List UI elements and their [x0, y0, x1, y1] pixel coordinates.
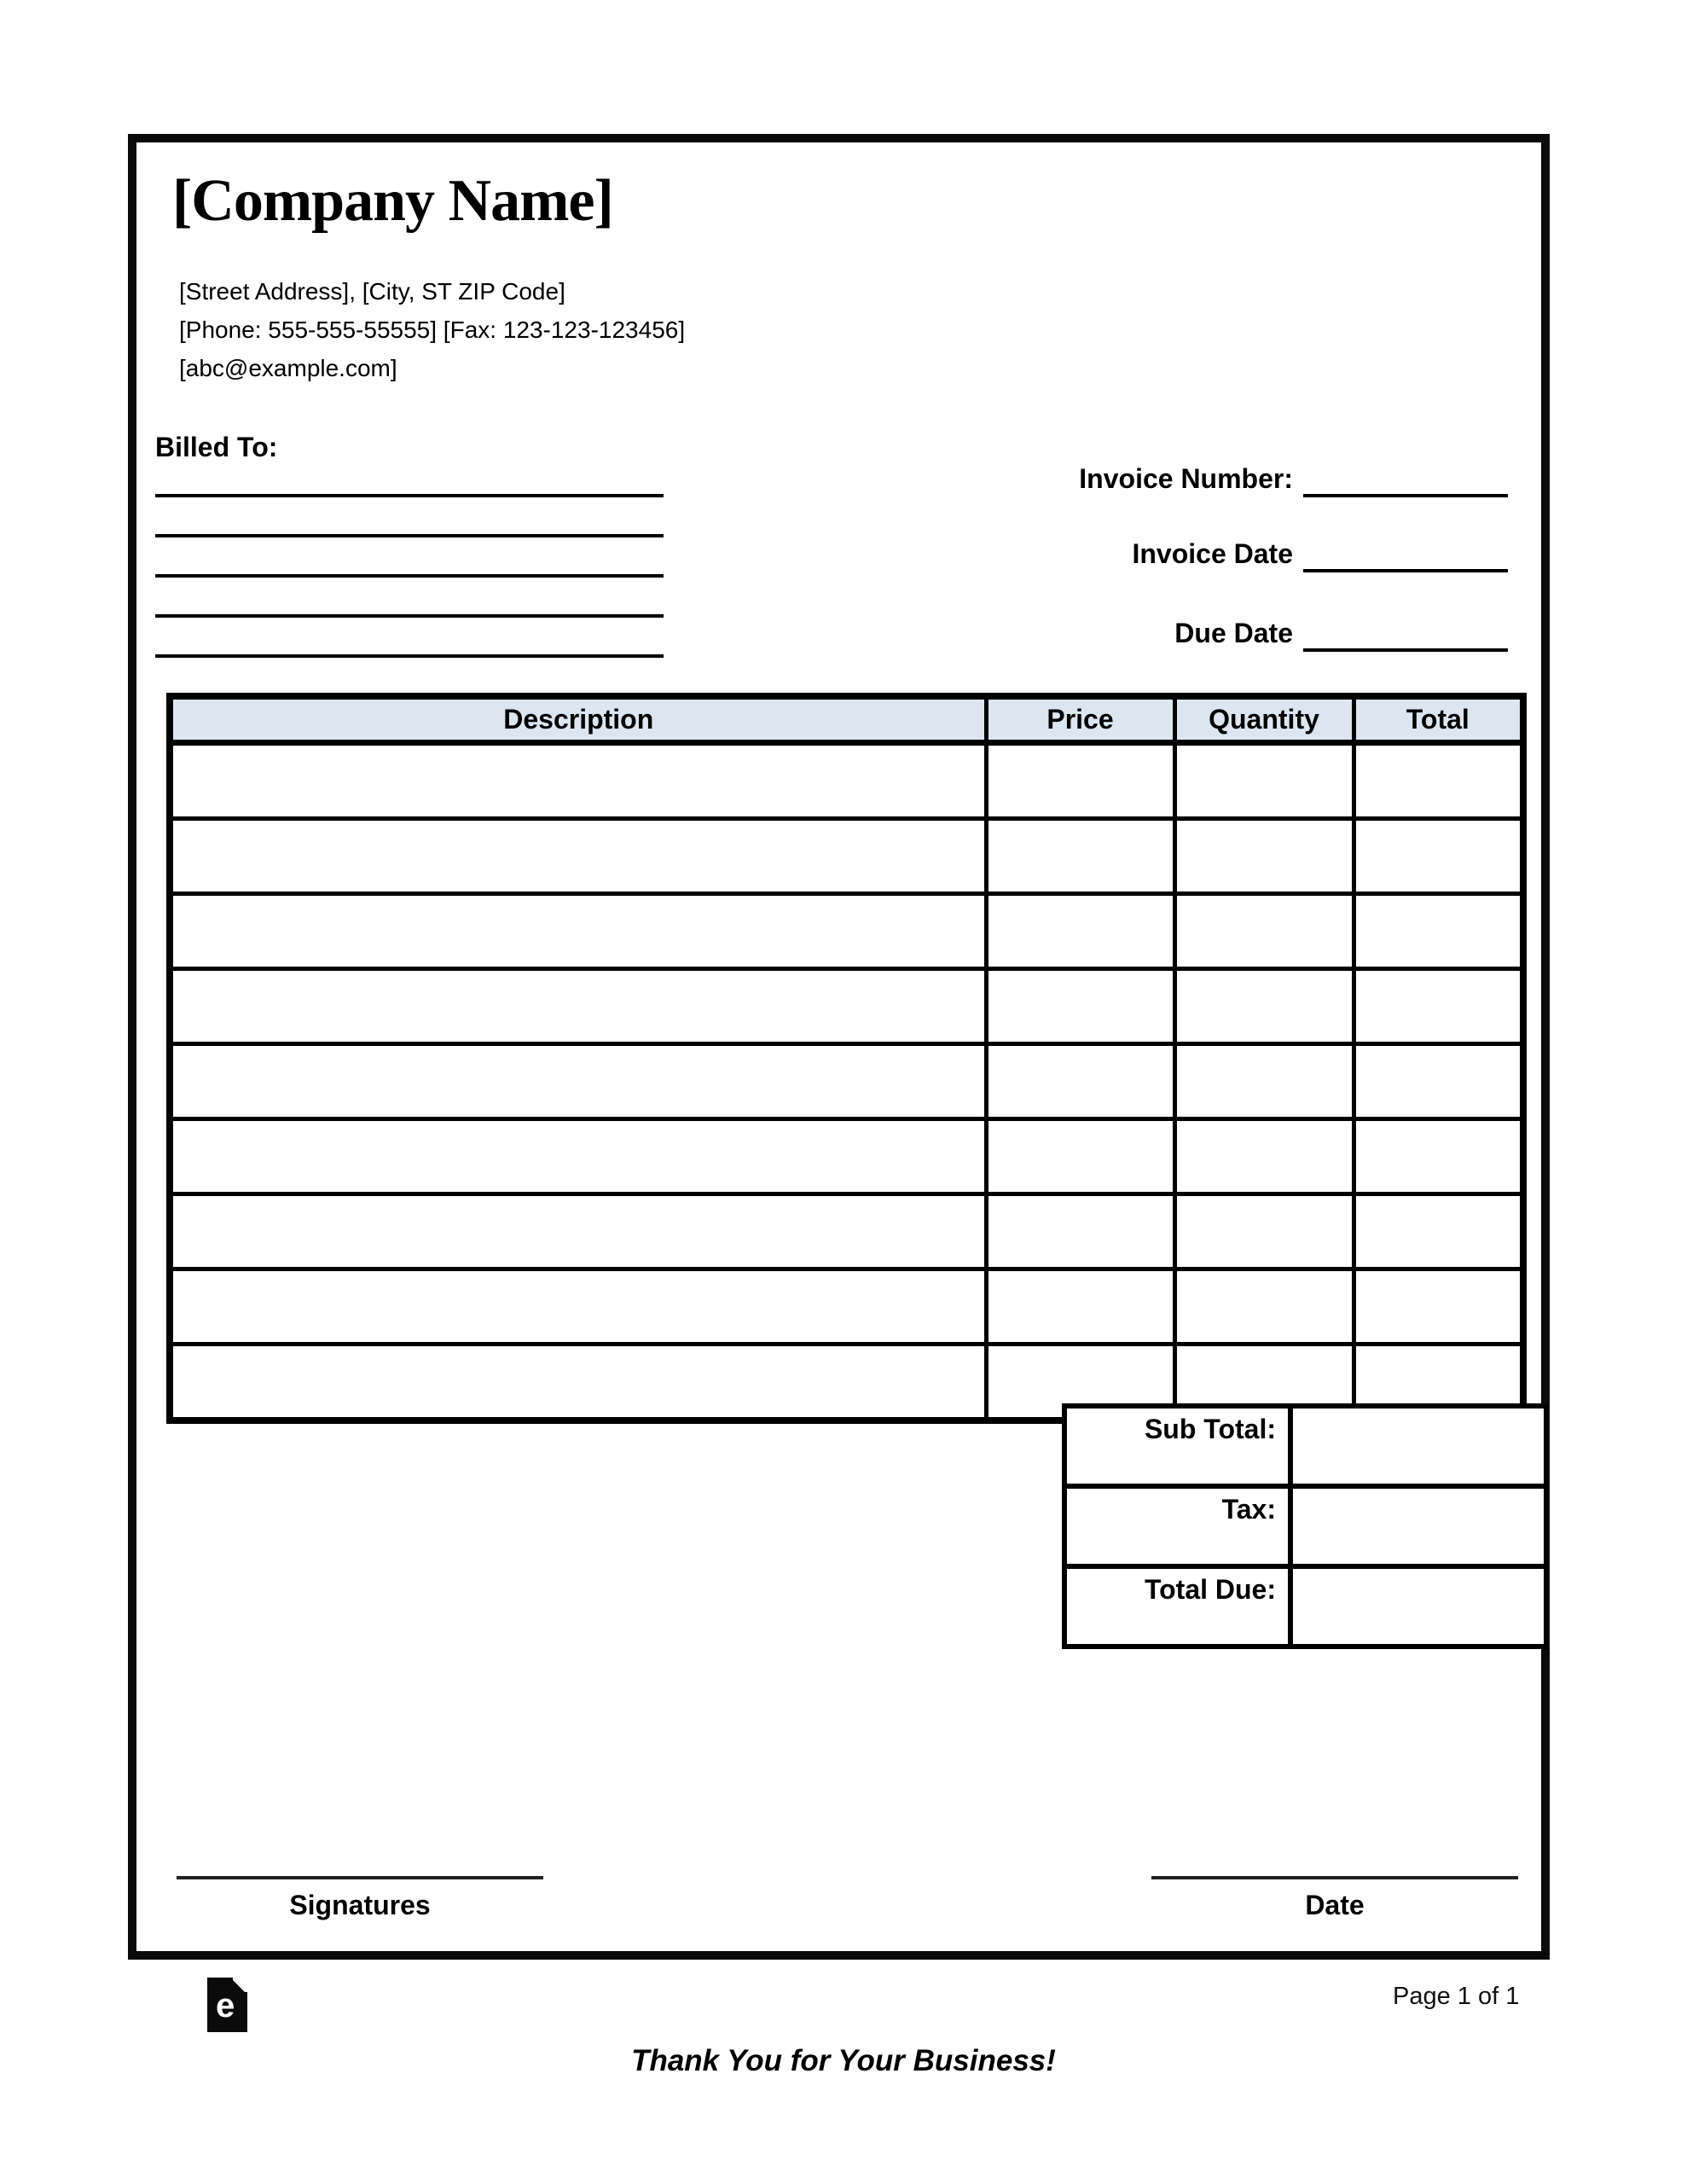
- item-price-cell[interactable]: [986, 1194, 1174, 1269]
- tax-row: [1064, 1486, 1546, 1566]
- item-row: [170, 894, 1523, 969]
- item-total-cell[interactable]: [1354, 1044, 1523, 1119]
- item-row: [170, 819, 1523, 894]
- logo-letter: e: [216, 1987, 235, 2024]
- item-row: [170, 1194, 1523, 1269]
- signature-blank-line[interactable]: [177, 1876, 543, 1879]
- company-name: [Company Name]: [172, 168, 613, 234]
- item-price-cell[interactable]: [986, 1269, 1174, 1345]
- item-row: [170, 1119, 1523, 1194]
- billed-to-blank-line[interactable]: [155, 457, 664, 497]
- subtotal-label: Sub Total:: [1064, 1406, 1290, 1486]
- item-quantity-cell[interactable]: [1174, 819, 1354, 894]
- item-description-cell[interactable]: [170, 894, 986, 969]
- item-total-cell[interactable]: [1354, 1119, 1523, 1194]
- column-header-description: Description: [170, 696, 986, 743]
- invoice-date-field: [1132, 535, 1508, 572]
- billed-to-lines: [155, 457, 664, 658]
- signature-label: Signatures: [289, 1890, 431, 1920]
- company-email-line: [abc@example.com]: [179, 355, 397, 381]
- item-description-cell[interactable]: [170, 1269, 986, 1345]
- item-description-cell[interactable]: [170, 1044, 986, 1119]
- invoice-number-blank-line[interactable]: [1303, 460, 1508, 497]
- item-total-cell[interactable]: [1354, 819, 1523, 894]
- item-price-cell[interactable]: [986, 1119, 1174, 1194]
- item-description-cell[interactable]: [170, 1119, 986, 1194]
- items-table: [166, 693, 1527, 1424]
- billed-to-blank-line[interactable]: [155, 537, 664, 578]
- item-quantity-cell[interactable]: [1174, 894, 1354, 969]
- item-row: [170, 743, 1523, 819]
- company-street-line: [Street Address], [City, ST ZIP Code]: [179, 278, 565, 305]
- summary-table: [1062, 1403, 1549, 1649]
- total-due-row: [1064, 1566, 1546, 1647]
- total-due-value-cell[interactable]: [1290, 1566, 1546, 1647]
- item-quantity-cell[interactable]: [1174, 1269, 1354, 1345]
- billed-to-blank-line[interactable]: [155, 578, 664, 618]
- item-total-cell[interactable]: [1354, 969, 1523, 1044]
- total-due-label: Total Due:: [1064, 1566, 1290, 1647]
- date-blank-line[interactable]: [1151, 1876, 1518, 1879]
- item-total-cell[interactable]: [1354, 743, 1523, 819]
- item-description-cell[interactable]: [170, 743, 986, 819]
- due-date-field: [1174, 614, 1508, 652]
- invoice-date-blank-line[interactable]: [1303, 535, 1508, 572]
- invoice-number-label: Invoice Number:: [1079, 463, 1293, 494]
- items-table-header-row: [170, 696, 1523, 743]
- item-row: [170, 1269, 1523, 1345]
- billed-to-label: Billed To:: [155, 432, 278, 462]
- item-price-cell[interactable]: [986, 1044, 1174, 1119]
- item-description-cell[interactable]: [170, 969, 986, 1044]
- thank-you-message: Thank You for Your Business!: [631, 2044, 1056, 2077]
- due-date-blank-line[interactable]: [1303, 614, 1508, 652]
- eforms-document-logo-icon: [207, 1978, 247, 2032]
- item-quantity-cell[interactable]: [1174, 743, 1354, 819]
- item-total-cell[interactable]: [1354, 894, 1523, 969]
- item-price-cell[interactable]: [986, 743, 1174, 819]
- company-phone-fax-line: [Phone: 555-555-55555] [Fax: 123-123-123456]: [179, 317, 686, 343]
- item-description-cell[interactable]: [170, 1194, 986, 1269]
- invoice-page: [128, 134, 1550, 1960]
- item-price-cell[interactable]: [986, 894, 1174, 969]
- company-address-block: [179, 272, 685, 387]
- subtotal-row: [1064, 1406, 1546, 1486]
- invoice-number-field: [1079, 460, 1508, 497]
- item-quantity-cell[interactable]: [1174, 1044, 1354, 1119]
- column-header-quantity: Quantity: [1174, 696, 1354, 743]
- item-total-cell[interactable]: [1354, 1269, 1523, 1345]
- item-quantity-cell[interactable]: [1174, 1194, 1354, 1269]
- item-description-cell[interactable]: [170, 819, 986, 894]
- page-indicator: Page 1 of 1: [1393, 1983, 1520, 2010]
- item-quantity-cell[interactable]: [1174, 1119, 1354, 1194]
- tax-value-cell[interactable]: [1290, 1486, 1546, 1566]
- tax-label: Tax:: [1064, 1486, 1290, 1566]
- column-header-total: Total: [1354, 696, 1523, 743]
- item-price-cell[interactable]: [986, 819, 1174, 894]
- item-description-cell[interactable]: [170, 1345, 986, 1421]
- item-quantity-cell[interactable]: [1174, 969, 1354, 1044]
- subtotal-value-cell[interactable]: [1290, 1406, 1546, 1486]
- billed-to-blank-line[interactable]: [155, 497, 664, 537]
- item-row: [170, 1044, 1523, 1119]
- item-total-cell[interactable]: [1354, 1194, 1523, 1269]
- item-row: [170, 969, 1523, 1044]
- invoice-date-label: Invoice Date: [1132, 538, 1293, 569]
- item-price-cell[interactable]: [986, 969, 1174, 1044]
- billed-to-blank-line[interactable]: [155, 618, 664, 658]
- due-date-label: Due Date: [1174, 618, 1293, 648]
- column-header-price: Price: [986, 696, 1174, 743]
- date-label: Date: [1305, 1890, 1365, 1920]
